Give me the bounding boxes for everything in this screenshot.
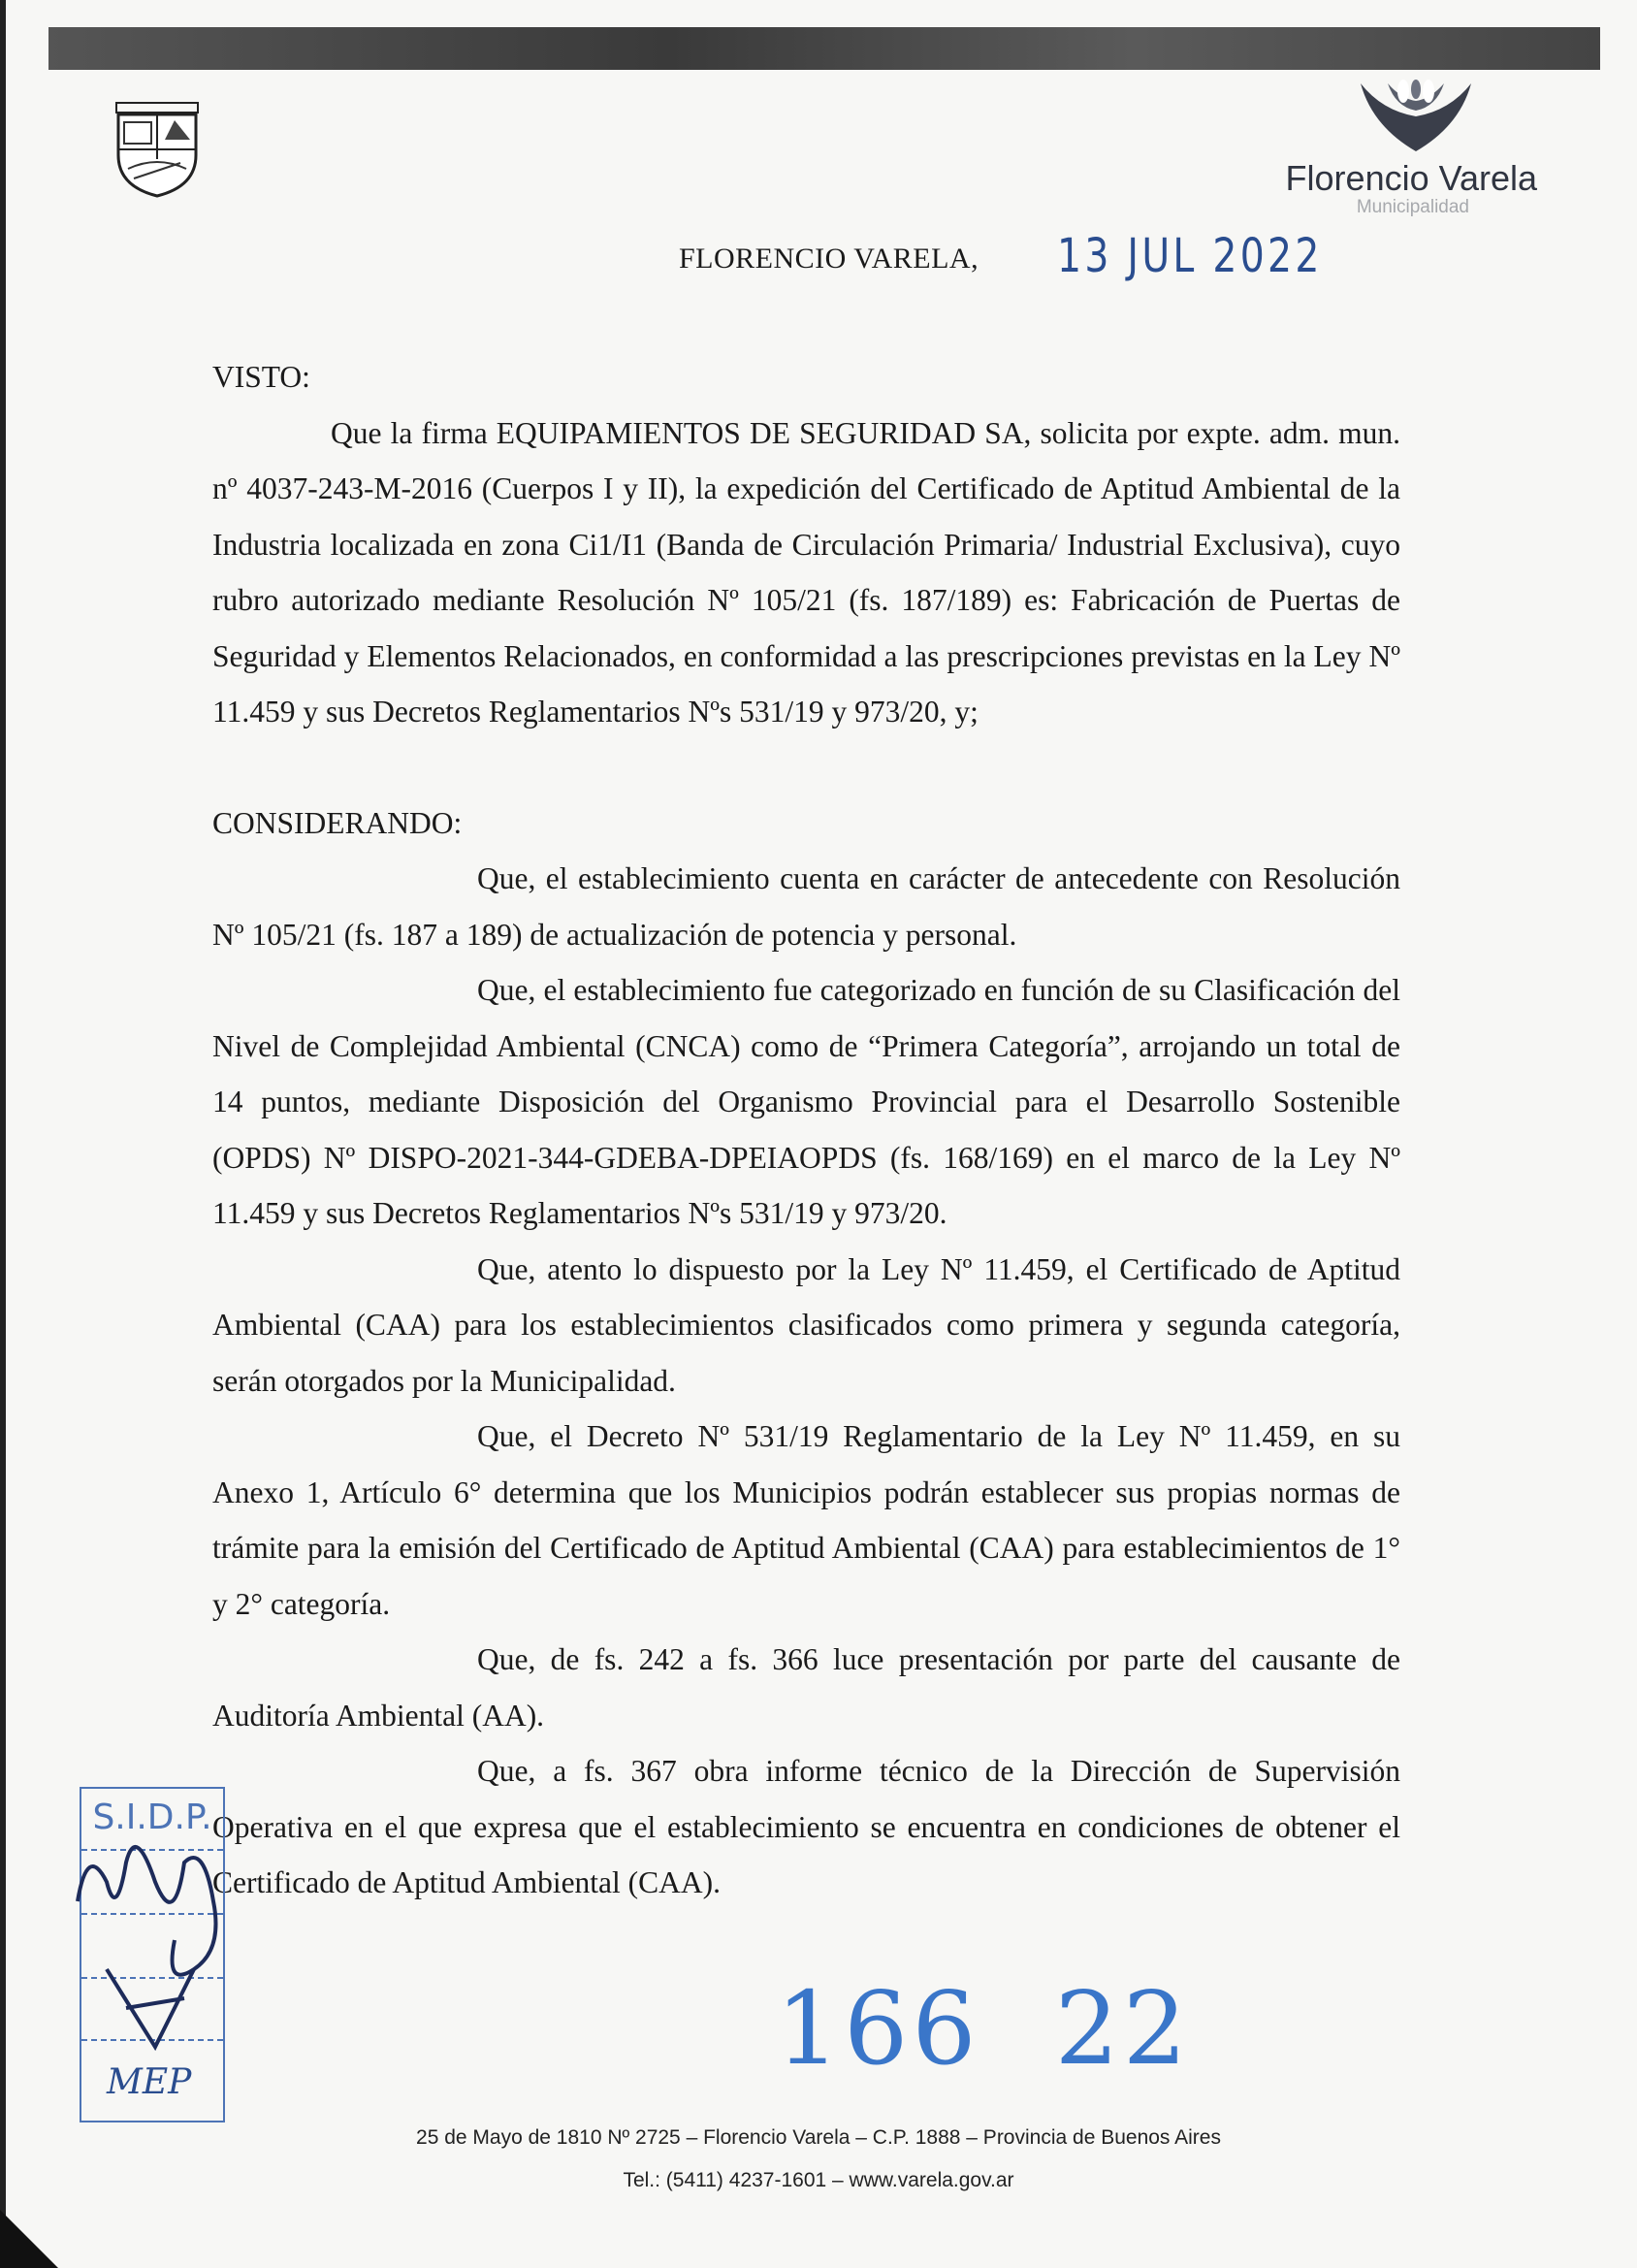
date-stamp: 13 JUL 2022 — [1057, 229, 1323, 283]
considerando-paragraph-4: Que, el Decreto Nº 531/19 Reglamentario de la Ley Nº 11.459, en su Anexo 1, Artículo 6° determina que los Municipios podrán establecer sus propias normas de trámite para la emisión del Certificado de Aptitud Ambiental (CAA) para establecimientos de 1° y 2° categoría. — [212, 1419, 1400, 1621]
document-body — [212, 349, 1400, 1911]
considerando-heading: CONSIDERANDO: — [212, 805, 463, 840]
stamp-initials: MEP — [107, 2062, 192, 2102]
resolution-number: 166 — [776, 1969, 980, 2088]
footer-address: 25 de Mayo de 1810 Nº 2725 – Florencio Varela – C.P. 1888 – Provincia de Buenos Aires — [416, 2126, 1221, 2149]
considerando-paragraph-3: Que, atento lo dispuesto por la Ley Nº 11.459, el Certificado de Aptitud Ambiental (CAA) para los establecimientos clasificados como primera y segunda categoría, serán otorgados por la Municipalidad. — [212, 1251, 1400, 1398]
tulip-logo-icon — [1353, 78, 1479, 155]
municipality-logo — [1246, 78, 1537, 217]
logo-subtitle: Municipalidad — [1356, 197, 1469, 217]
handwritten-signature — [68, 1824, 242, 2076]
considerando-paragraph-6: Que, a fs. 367 obra informe técnico de la Dirección de Supervisión Operativa en el que expresa que el establecimiento se encuentra en condiciones de obtener el Certificado de Aptitud Ambiental (CAA). — [212, 1754, 1400, 1899]
considerando-paragraph-2: Que, el establecimiento fue categorizado en función de su Clasificación del Nivel de Complejidad Ambiental (CNCA) como de “Primera Categoría”, arrojando un total de 14 puntos, mediante Disposición del Organismo Provincial para el Desarrollo Sostenible (OPDS) Nº DISPO-2021-344-GDEBA-DPEIAOPDS (fs. 168/169) en el marco de la Ley Nº 11.459 y sus Decretos Reglamentarios Nºs 531/19 y 973/20. — [212, 973, 1400, 1230]
scan-corner — [0, 2210, 58, 2268]
visto-paragraph: Que la firma EQUIPAMIENTOS DE SEGURIDAD SA, solicita por expte. adm. mun. nº 4037-243-M-2016 (Cuerpos I y II), la expedición del Certificado de Aptitud Ambiental de la Industria localizada en zona Ci1/I1 (Banda de Circulación Primaria/ Industrial Exclusiva), cuyo rubro autorizado mediante Resolución Nº 105/21 (fs. 187/189) es: Fabricación de Puertas de Seguridad y Elementos Relacionados, en conformidad a las prescripciones previstas en la Ley Nº 11.459 y sus Decretos Reglamentarios Nºs 531/19 y 973/20, y; — [212, 415, 1400, 729]
resolution-year: 22 — [1054, 1969, 1191, 2088]
considerando-paragraph-1: Que, el establecimiento cuenta en carácter de antecedente con Resolución Nº 105/21 (fs. 187 a 189) de actualización de potencia y personal. — [212, 861, 1400, 952]
stamp-title: S.I.D.P. — [81, 1789, 223, 1851]
logo-name: Florencio Varela — [1285, 158, 1537, 198]
visto-heading: VISTO: — [212, 360, 310, 394]
dateline-place: FLORENCIO VARELA, — [679, 243, 979, 275]
considerando-paragraph-5: Que, de fs. 242 a fs. 366 luce presentación por parte del causante de Auditoría Ambiental (AA). — [212, 1642, 1400, 1733]
scan-left-edge — [0, 0, 6, 2268]
municipal-crest-icon — [114, 101, 200, 198]
section-gap — [212, 740, 1400, 795]
footer-contact: Tel.: (5411) 4237-1601 – www.varela.gov.ar — [623, 2169, 1014, 2191]
scan-top-bar — [48, 27, 1600, 70]
resolution-number-stamp — [776, 1969, 1191, 2088]
